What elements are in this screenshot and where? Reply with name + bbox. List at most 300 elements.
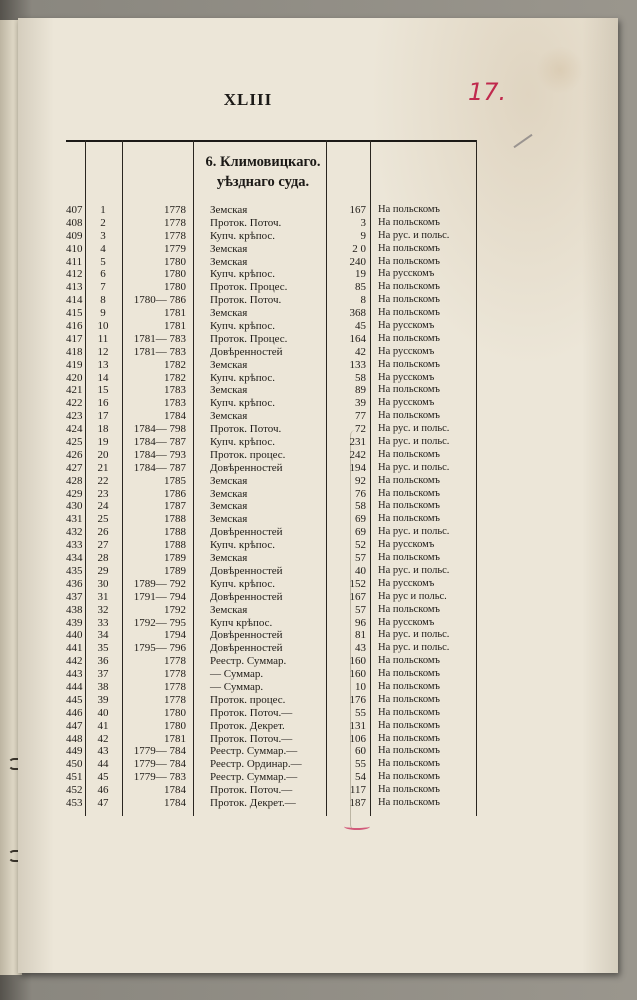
table-row [66,526,476,539]
item-number-cell: 39 [97,693,109,706]
sheet-count-cell: 69 [355,513,366,526]
table-row [66,423,476,436]
year-range-cell: 1784— 793 [133,448,186,461]
language-cell: На русскомъ [378,577,435,589]
record-number-cell: 413 [66,281,83,294]
paper-stain [536,46,584,94]
record-number-cell: 446 [66,706,83,719]
record-number-cell: 425 [66,436,83,449]
year-range-cell: 1784— 787 [133,461,186,474]
sheet-count-cell: 2 0 [352,242,366,255]
year-range-cell: 1780 [164,255,186,268]
record-type-cell: Земская [210,474,248,487]
record-number-cell: 409 [66,229,83,242]
record-type-cell: Довѣренностей [210,590,283,603]
record-number-cell: 452 [66,784,83,797]
table-row [66,758,476,771]
record-type-cell: Довѣренностей [210,345,283,358]
handwritten-archive-number: 17. [468,78,507,106]
table-row [66,771,476,784]
year-range-cell: 1782 [164,371,186,384]
language-cell: На польскомъ [378,771,440,783]
language-cell: На русскомъ [378,397,435,409]
record-number-cell: 441 [66,642,83,655]
item-number-cell: 23 [97,487,109,500]
item-number-cell: 16 [97,397,109,410]
record-number-cell: 415 [66,307,83,320]
item-number-cell: 21 [97,461,109,474]
table-row [66,797,476,810]
year-range-cell: 1778 [164,680,186,693]
year-range-cell: 1779— 784 [133,758,186,771]
sheet-count-cell: 152 [349,577,366,590]
item-number-cell: 25 [97,513,109,526]
table-row [66,268,476,281]
table-row [66,346,476,359]
record-type-cell: — Суммар. [210,680,264,693]
sheet-count-cell: 58 [355,371,366,384]
year-range-cell: 1783 [164,384,186,397]
record-number-cell: 443 [66,668,83,681]
year-range-cell: 1778 [164,229,186,242]
item-number-cell: 4 [100,242,106,255]
item-number-cell: 30 [97,577,109,590]
table-row [66,642,476,655]
table-row [66,384,476,397]
record-number-cell: 429 [66,487,83,500]
table-row [66,217,476,230]
sheet-count-cell: 242 [349,448,366,461]
record-number-cell: 431 [66,513,83,526]
table-row [66,436,476,449]
table-row [66,294,476,307]
record-type-cell: Земская [210,500,248,513]
language-cell: На русскомъ [378,268,435,280]
record-type-cell: Проток. процес. [210,448,286,461]
record-number-cell: 428 [66,474,83,487]
language-cell: На польскомъ [378,706,440,718]
table-row [66,449,476,462]
record-number-cell: 435 [66,564,83,577]
sheet-count-cell: 42 [355,345,366,358]
record-type-cell: Земская [210,204,248,216]
year-range-cell: 1778 [164,204,186,216]
language-cell: На польскомъ [378,332,440,344]
record-number-cell: 449 [66,745,83,758]
year-range-cell: 1787 [164,500,186,513]
sheet-count-cell: 164 [349,332,366,345]
item-number-cell: 5 [100,255,106,268]
language-cell: На русскомъ [378,539,435,551]
sheet-count-cell: 167 [349,590,366,603]
year-range-cell: 1792— 795 [133,616,186,629]
table-row [66,745,476,758]
language-cell: На польскомъ [378,603,440,615]
sheet-count-cell: 176 [349,693,366,706]
language-cell: На польскомъ [378,255,440,267]
record-type-cell: Проток. Поточ. [210,216,282,229]
record-number-cell: 444 [66,680,83,693]
page-number: XLIII [223,90,273,109]
item-number-cell: 38 [97,680,109,693]
item-number-cell: 28 [97,552,109,565]
record-number-cell: 445 [66,693,83,706]
item-number-cell: 1 [100,204,106,216]
record-type-cell: Земская [210,552,248,565]
record-number-cell: 420 [66,371,83,384]
table-row [66,681,476,694]
item-number-cell: 42 [97,732,109,745]
item-number-cell: 19 [97,436,109,449]
red-pencil-scribble [344,823,370,830]
item-number-cell: 22 [97,474,109,487]
record-type-cell: — Суммар. [210,668,264,681]
year-range-cell: 1794 [164,629,186,642]
record-type-cell: Купч. крѣпос. [210,397,276,410]
record-number-cell: 434 [66,552,83,565]
language-cell: На польскомъ [378,294,440,306]
table-row [66,320,476,333]
year-range-cell: 1778 [164,655,186,668]
record-number-cell: 448 [66,732,83,745]
record-type-cell: Проток. Поточ. [210,423,282,436]
language-cell: На рус и польс. [378,590,447,602]
record-type-cell: Земская [210,513,248,526]
record-type-cell: Довѣренностей [210,642,283,655]
record-number-cell: 439 [66,616,83,629]
record-type-cell: Земская [210,255,248,268]
table-row [66,720,476,733]
sheet-count-cell: 131 [349,719,366,732]
document-page [18,18,618,973]
record-number-cell: 416 [66,320,83,333]
language-cell: На рус. и польс. [378,436,450,448]
record-type-cell: Реестр. Ординар.— [210,758,302,771]
record-number-cell: 407 [66,204,83,216]
item-number-cell: 32 [97,603,109,616]
table-row [66,617,476,630]
table-row [66,591,476,604]
language-cell: На польскомъ [378,500,440,512]
item-number-cell: 43 [97,745,109,758]
language-cell: На польскомъ [378,784,440,796]
record-number-cell: 408 [66,216,83,229]
year-range-cell: 1779— 783 [133,771,186,784]
table-row [66,488,476,501]
year-range-cell: 1778 [164,693,186,706]
language-cell: На польскомъ [378,358,440,370]
year-range-cell: 1780— 786 [133,294,186,307]
sheet-count-cell: 133 [349,358,366,371]
record-number-cell: 437 [66,590,83,603]
language-cell: На рус. и польс. [378,423,450,435]
record-type-cell: Купч. крѣпос. [210,229,276,242]
table-row [66,475,476,488]
language-cell: На рус. и польс. [378,461,450,473]
sheet-count-cell: 57 [355,603,366,616]
language-cell: На польскомъ [378,758,440,770]
record-type-cell: Довѣренностей [210,629,283,642]
pencil-mark [513,134,532,148]
language-cell: На польскомъ [378,796,440,808]
sheet-count-cell: 96 [355,616,366,629]
language-cell: На польскомъ [378,474,440,486]
item-number-cell: 36 [97,655,109,668]
item-number-cell: 8 [100,294,106,307]
year-range-cell: 1789— 792 [133,577,186,590]
record-type-cell: Земская [210,307,248,320]
table-row [66,243,476,256]
record-number-cell: 412 [66,268,83,281]
item-number-cell: 41 [97,719,109,732]
year-range-cell: 1784— 787 [133,436,186,449]
record-number-cell: 417 [66,332,83,345]
record-number-cell: 411 [66,255,83,268]
table-row [66,539,476,552]
record-number-cell: 419 [66,358,83,371]
section-title-line: уѣзднаго суда. [216,174,310,190]
year-range-cell: 1779 [164,242,186,255]
language-cell: На рус. и польс. [378,629,450,641]
sheet-count-cell: 194 [349,461,366,474]
language-cell: На польскомъ [378,281,440,293]
record-type-cell: Купч. крѣпос. [210,371,276,384]
item-number-cell: 12 [97,345,109,358]
table-row [66,256,476,269]
sheet-count-cell: 160 [349,655,366,668]
sheet-count-cell: 60 [355,745,366,758]
record-number-cell: 430 [66,500,83,513]
table-row [66,500,476,513]
sheet-count-cell: 89 [355,384,366,397]
item-number-cell: 14 [97,371,109,384]
record-number-cell: 453 [66,796,83,809]
table-row [66,410,476,423]
record-number-cell: 410 [66,242,83,255]
table-row [66,281,476,294]
year-range-cell: 1781 [164,732,186,745]
record-type-cell: Земская [210,242,248,255]
record-number-cell: 438 [66,603,83,616]
record-type-cell: Проток. процес. [210,693,286,706]
item-number-cell: 6 [100,268,106,281]
record-type-cell: Проток. Процес. [210,332,288,345]
year-range-cell: 1781 [164,307,186,320]
section-title [198,152,328,192]
record-type-cell: Земская [210,410,248,423]
table-row [66,462,476,475]
language-cell: На польскомъ [378,487,440,499]
record-type-cell: Проток. Поточ.— [210,784,293,797]
record-number-cell: 450 [66,758,83,771]
sheet-count-cell: 81 [355,629,366,642]
record-type-cell: Проток. Декрет. [210,719,285,732]
sheet-count-cell: 45 [355,320,366,333]
item-number-cell: 33 [97,616,109,629]
table-row [66,204,476,217]
record-number-cell: 424 [66,423,83,436]
item-number-cell: 13 [97,358,109,371]
language-cell: На польскомъ [378,655,440,667]
record-type-cell: Купч. крѣпос. [210,539,276,552]
sheet-count-cell: 187 [349,796,366,809]
record-number-cell: 426 [66,448,83,461]
item-number-cell: 9 [100,307,106,320]
table-row [66,359,476,372]
language-cell: На польскомъ [378,448,440,460]
table-row [66,230,476,243]
sheet-count-cell: 55 [355,758,366,771]
table-row [66,552,476,565]
year-range-cell: 1779— 784 [133,745,186,758]
records-table [66,140,474,816]
item-number-cell: 27 [97,539,109,552]
record-type-cell: Купч. крѣпос. [210,320,276,333]
table-row [66,784,476,797]
year-range-cell: 1782 [164,358,186,371]
record-number-cell: 414 [66,294,83,307]
language-cell: На польскомъ [378,693,440,705]
year-range-cell: 1788 [164,539,186,552]
table-row [66,694,476,707]
record-number-cell: 451 [66,771,83,784]
year-range-cell: 1792 [164,603,186,616]
year-range-cell: 1781 [164,320,186,333]
sheet-count-cell: 57 [355,552,366,565]
record-number-cell: 421 [66,384,83,397]
year-range-cell: 1789 [164,564,186,577]
table-row [66,372,476,385]
table-row [66,397,476,410]
year-range-cell: 1789 [164,552,186,565]
year-range-cell: 1780 [164,719,186,732]
language-cell: На польскомъ [378,552,440,564]
record-type-cell: Купч. крѣпос. [210,577,276,590]
item-number-cell: 37 [97,668,109,681]
record-type-cell: Купч. крѣпос. [210,268,276,281]
table-top-rule [66,140,476,142]
year-range-cell: 1780 [164,268,186,281]
item-number-cell: 10 [97,320,109,333]
sheet-count-cell: 72 [355,423,366,436]
item-number-cell: 7 [100,281,106,294]
sheet-count-cell: 39 [355,397,366,410]
year-range-cell: 1780 [164,706,186,719]
table-body [66,204,476,810]
year-range-cell: 1780 [164,281,186,294]
language-cell: На русскомъ [378,345,435,357]
language-cell: На польскомъ [378,307,440,319]
table-row [66,655,476,668]
year-range-cell: 1788 [164,526,186,539]
item-number-cell: 11 [97,332,109,345]
table-row [66,513,476,526]
record-type-cell: Купч крѣпос. [210,616,273,629]
sheet-count-cell: 106 [349,732,366,745]
item-number-cell: 40 [97,706,109,719]
language-cell: На русскомъ [378,320,435,332]
item-number-cell: 34 [97,629,109,642]
sheet-count-cell: 10 [355,680,366,693]
record-number-cell: 432 [66,526,83,539]
record-number-cell: 422 [66,397,83,410]
item-number-cell: 15 [97,384,109,397]
language-cell: На польскомъ [378,745,440,757]
item-number-cell: 47 [97,796,109,809]
record-type-cell: Земская [210,384,248,397]
language-cell: На польскомъ [378,668,440,680]
record-type-cell: Реестр. Суммар. [210,655,287,668]
item-number-cell: 2 [100,216,106,229]
language-cell: На польскомъ [378,216,440,228]
table-row [66,604,476,617]
year-range-cell: 1795— 796 [133,642,186,655]
record-type-cell: Проток. Поточ.— [210,732,293,745]
record-type-cell: Проток. Декрет.— [210,796,296,809]
item-number-cell: 45 [97,771,109,784]
section-title-line: 6. Климовицкаго. [205,154,321,170]
year-range-cell: 1781— 783 [133,332,186,345]
table-row [66,333,476,346]
language-cell: На польскомъ [378,242,440,254]
record-type-cell: Довѣренностей [210,526,283,539]
item-number-cell: 20 [97,448,109,461]
item-number-cell: 26 [97,526,109,539]
year-range-cell: 1786 [164,487,186,500]
record-type-cell: Земская [210,487,248,500]
item-number-cell: 24 [97,500,109,513]
record-type-cell: Довѣренностей [210,461,283,474]
language-cell: На рус. и польс. [378,564,450,576]
record-type-cell: Купч. крѣпос. [210,436,276,449]
sheet-count-cell: 92 [355,474,366,487]
sheet-count-cell: 368 [349,307,366,320]
year-range-cell: 1784— 798 [133,423,186,436]
record-type-cell: Довѣренностей [210,564,283,577]
year-range-cell: 1778 [164,668,186,681]
year-range-cell: 1783 [164,397,186,410]
table-row [66,668,476,681]
item-number-cell: 44 [97,758,109,771]
sheet-count-cell: 76 [355,487,366,500]
sheet-count-cell: 55 [355,706,366,719]
record-number-cell: 433 [66,539,83,552]
record-type-cell: Земская [210,603,248,616]
sheet-count-cell: 19 [355,268,366,281]
record-number-cell: 447 [66,719,83,732]
year-range-cell: 1788 [164,513,186,526]
language-cell: На польскомъ [378,719,440,731]
table-row [66,578,476,591]
table-row [66,629,476,642]
sheet-count-cell: 160 [349,668,366,681]
sheet-count-cell: 85 [355,281,366,294]
record-number-cell: 440 [66,629,83,642]
sheet-count-cell: 8 [360,294,366,307]
sheet-count-cell: 167 [349,204,366,216]
language-cell: На польскомъ [378,732,440,744]
table-row [66,307,476,320]
year-range-cell: 1791— 794 [133,590,186,603]
sheet-count-cell: 40 [355,564,366,577]
language-cell: На польскомъ [378,384,440,396]
year-range-cell: 1784 [164,796,186,809]
language-cell: На рус. и польс. [378,642,450,654]
item-number-cell: 17 [97,410,109,423]
record-type-cell: Реестр. Суммар.— [210,745,298,758]
year-range-cell: 1784 [164,784,186,797]
sheet-count-cell: 3 [360,216,366,229]
